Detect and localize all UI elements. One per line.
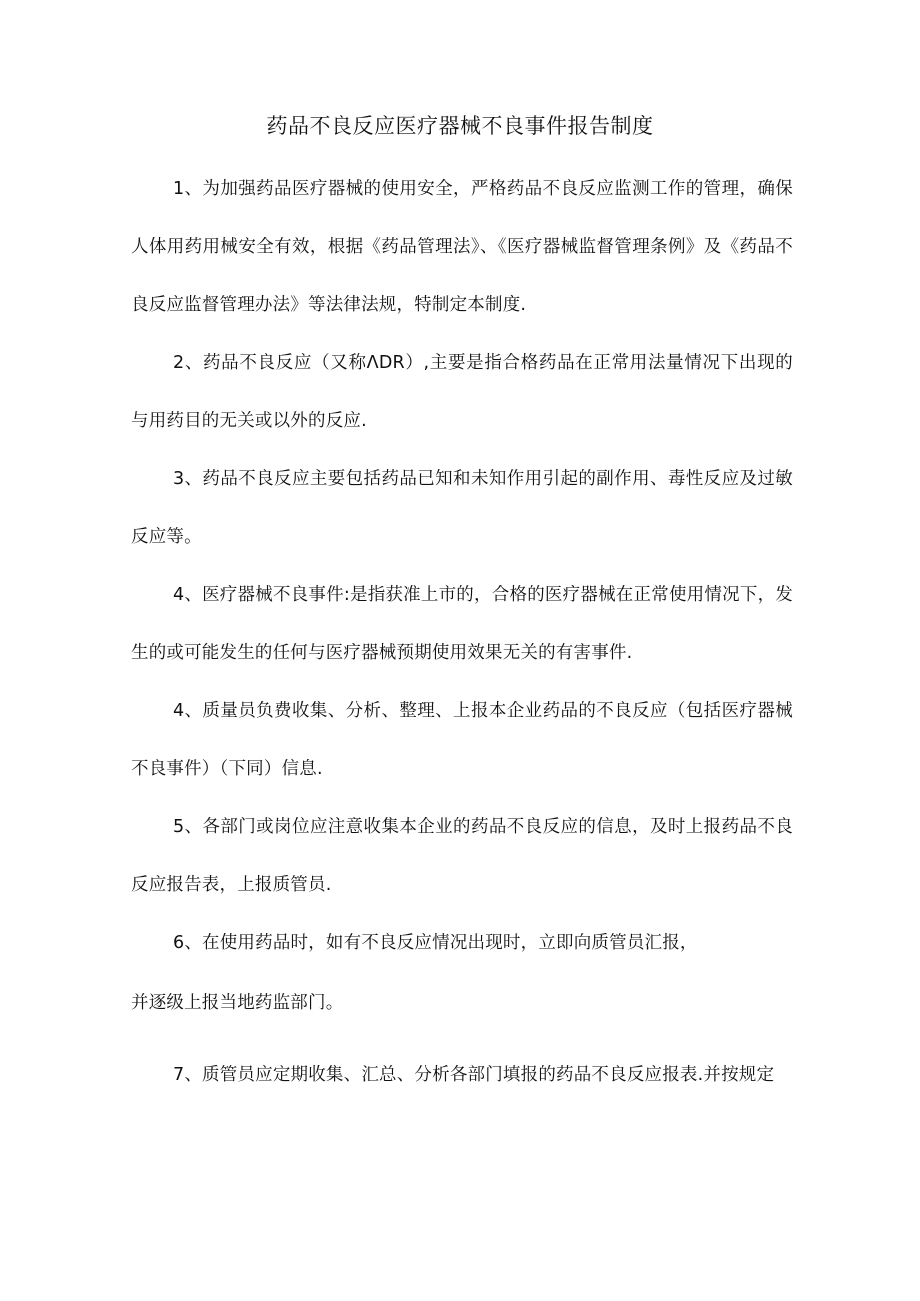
- paragraph-7: 7、质管员应定期收集、汇总、分析各部门填报的药品不良反应报表.并按规定: [173, 1065, 775, 1085]
- document-title: 药品不良反应医疗器械不良事件报告制度: [266, 114, 654, 138]
- paragraph-5: 5、各部门或岗位应注意收集本企业的药品不良反应的信息，及时上报药品不良反应报告表，上报质管员.: [131, 817, 793, 895]
- paragraph-4b: 4、质量员负费收集、分析、整理、上报本企业药品的不良反应（包括医疗器械不良事件）（下同）信息.: [131, 701, 793, 779]
- paragraph-1: 1、为加强药品医疗器械的使用安全，严格药品不良反应监测工作的管理，确保人体用药用械安全有效，根据《药品管理法》、《医疗器械监督管理条例》及《药品不良反应监督管理办法》等法律法规，特制定本制度.: [131, 179, 793, 315]
- paragraph-6-line-2: 并逐级上报当地药监部门。: [131, 993, 344, 1013]
- paragraph-2: 2、药品不良反应（又称ΛDR）,主要是指合格药品在正常用法量情况下出现的与用药目的无关或以外的反应.: [131, 353, 793, 431]
- paragraph-6-line-1: 6、在使用药品时，如有不良反应情况出现时，立即向质管员汇报，: [173, 933, 698, 953]
- paragraph-3: 3、药品不良反应主要包括药品已知和未知作用引起的副作用、毒性反应及过敏反应等。: [131, 469, 793, 547]
- paragraph-4a: 4、医疗器械不良事件:是指获准上市的，合格的医疗器械在正常使用情况下，发生的或可能发生的任何与医疗器械预期使用效果无关的有害事件.: [131, 585, 793, 663]
